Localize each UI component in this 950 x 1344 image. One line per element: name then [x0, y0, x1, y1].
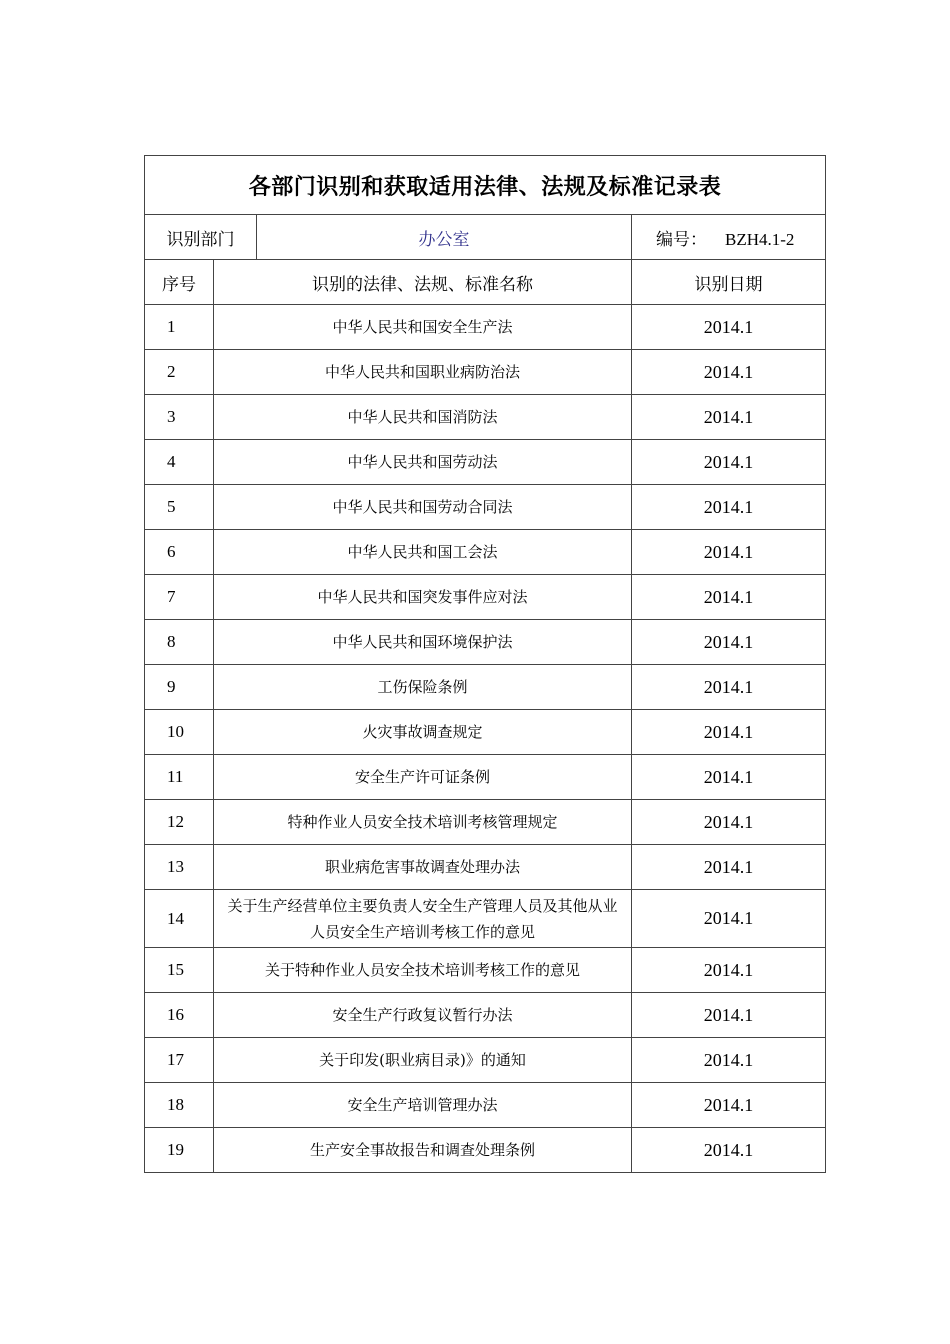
- row-date: 2014.1: [632, 1038, 826, 1083]
- row-law-name: 职业病危害事故调查处理办法: [214, 845, 632, 890]
- title-row: [145, 156, 826, 215]
- header-row: [145, 260, 826, 305]
- row-serial: 18: [145, 1083, 214, 1128]
- row-date: 2014.1: [632, 485, 826, 530]
- row-law-name: 中华人民共和国职业病防治法: [214, 350, 632, 395]
- row-law-name: 工伤保险条例: [214, 665, 632, 710]
- row-law-name: 关于印发(职业病目录)》的通知: [214, 1038, 632, 1083]
- code-value: BZH4.1-2: [725, 229, 795, 249]
- row-date: 2014.1: [632, 948, 826, 993]
- row-law-name: 安全生产培训管理办法: [214, 1083, 632, 1128]
- header-date: 识别日期: [632, 260, 826, 305]
- row-serial: 15: [145, 948, 214, 993]
- header-serial: 序号: [145, 260, 214, 305]
- table-row: [145, 890, 826, 948]
- row-serial: 16: [145, 993, 214, 1038]
- row-law-name: 中华人民共和国突发事件应对法: [214, 575, 632, 620]
- document-title: 各部门识别和获取适用法律、法规及标准记录表: [145, 156, 826, 215]
- table-row: [145, 1083, 826, 1128]
- row-date: 2014.1: [632, 305, 826, 350]
- row-date: 2014.1: [632, 665, 826, 710]
- table-row: [145, 1038, 826, 1083]
- table-row: [145, 530, 826, 575]
- table-row: [145, 575, 826, 620]
- table-row: [145, 620, 826, 665]
- row-law-name: 特种作业人员安全技术培训考核管理规定: [214, 800, 632, 845]
- row-serial: 4: [145, 440, 214, 485]
- table-row: [145, 993, 826, 1038]
- table-row: [145, 395, 826, 440]
- table-row: [145, 948, 826, 993]
- code-label: 编号：: [656, 229, 707, 250]
- row-law-name: 安全生产许可证条例: [214, 755, 632, 800]
- row-law-name: 火灾事故调查规定: [214, 710, 632, 755]
- table-row: [145, 755, 826, 800]
- row-serial: 10: [145, 710, 214, 755]
- row-serial: 7: [145, 575, 214, 620]
- table-row: [145, 800, 826, 845]
- row-serial: 5: [145, 485, 214, 530]
- row-serial: 8: [145, 620, 214, 665]
- department-value: 办公室: [257, 215, 632, 260]
- row-serial: 19: [145, 1128, 214, 1173]
- row-law-name: 中华人民共和国环境保护法: [214, 620, 632, 665]
- row-date: 2014.1: [632, 890, 826, 948]
- row-date: 2014.1: [632, 845, 826, 890]
- department-label: 识别部门: [145, 215, 257, 260]
- row-serial: 9: [145, 665, 214, 710]
- row-serial: 17: [145, 1038, 214, 1083]
- row-date: 2014.1: [632, 1128, 826, 1173]
- table-row: [145, 1128, 826, 1173]
- row-date: 2014.1: [632, 350, 826, 395]
- row-date: 2014.1: [632, 1083, 826, 1128]
- row-law-name: 中华人民共和国劳动合同法: [214, 485, 632, 530]
- table-row: [145, 665, 826, 710]
- table-row: [145, 485, 826, 530]
- document-code: [632, 215, 826, 260]
- row-date: 2014.1: [632, 395, 826, 440]
- row-serial: 13: [145, 845, 214, 890]
- records-table: [144, 155, 826, 1173]
- table-row: [145, 710, 826, 755]
- header-law-name: 识别的法律、法规、标准名称: [214, 260, 632, 305]
- row-date: 2014.1: [632, 710, 826, 755]
- row-date: 2014.1: [632, 993, 826, 1038]
- row-law-name: 关于特种作业人员安全技术培训考核工作的意见: [214, 948, 632, 993]
- row-date: 2014.1: [632, 530, 826, 575]
- table-row: [145, 845, 826, 890]
- row-date: 2014.1: [632, 440, 826, 485]
- row-serial: 6: [145, 530, 214, 575]
- row-serial: 12: [145, 800, 214, 845]
- row-serial: 14: [145, 890, 214, 948]
- table-row: [145, 440, 826, 485]
- row-date: 2014.1: [632, 620, 826, 665]
- row-serial: 1: [145, 305, 214, 350]
- row-law-name: 中华人民共和国消防法: [214, 395, 632, 440]
- row-law-name: 生产安全事故报告和调查处理条例: [214, 1128, 632, 1173]
- row-law-name: 中华人民共和国安全生产法: [214, 305, 632, 350]
- table-row: [145, 350, 826, 395]
- row-serial: 11: [145, 755, 214, 800]
- table-row: [145, 305, 826, 350]
- row-serial: 2: [145, 350, 214, 395]
- row-date: 2014.1: [632, 575, 826, 620]
- row-serial: 3: [145, 395, 214, 440]
- department-row: [145, 215, 826, 260]
- row-date: 2014.1: [632, 755, 826, 800]
- row-law-name: 安全生产行政复议暂行办法: [214, 993, 632, 1038]
- row-law-name: 中华人民共和国工会法: [214, 530, 632, 575]
- row-date: 2014.1: [632, 800, 826, 845]
- row-law-name: 中华人民共和国劳动法: [214, 440, 632, 485]
- row-law-name: 关于生产经营单位主要负责人安全生产管理人员及其他从业人员安全生产培训考核工作的意见: [214, 890, 632, 948]
